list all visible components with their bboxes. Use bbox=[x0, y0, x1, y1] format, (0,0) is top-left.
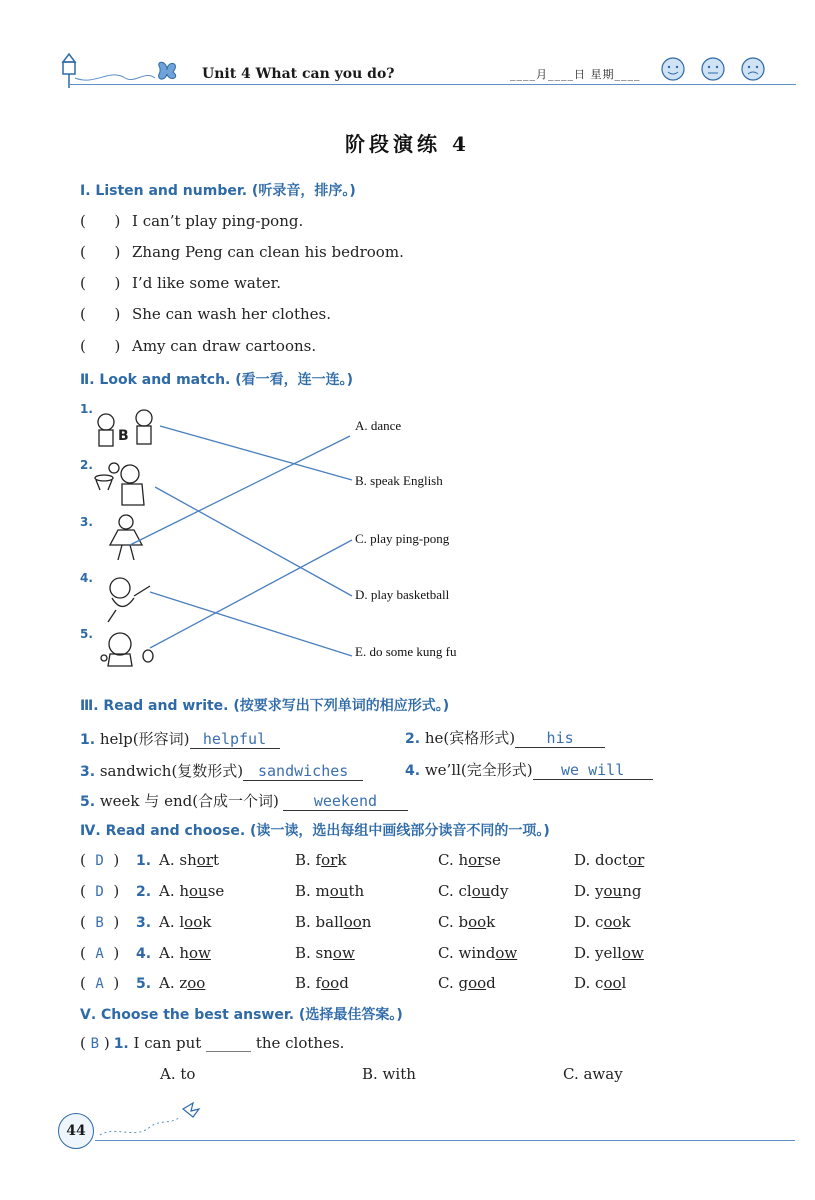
match-option: C. play ping-pong bbox=[355, 531, 450, 546]
choose-row: ( B ) 3. A. look B. balloon C. book D. cook bbox=[80, 913, 631, 931]
section4-heading: Ⅳ. Read and choose. (读一读，选出每组中画线部分读音不同的一项。) bbox=[80, 823, 550, 839]
answer-blank[interactable]: weekend bbox=[283, 792, 408, 811]
option-d[interactable]: D. cool bbox=[574, 974, 627, 992]
section3-heading: Ⅲ. Read and write. (按要求写出下列单词的相应形式。) bbox=[80, 698, 450, 714]
write-question-4 bbox=[405, 759, 653, 780]
question-text: help(形容词) bbox=[99, 730, 190, 748]
match-option: D. play basketball bbox=[355, 587, 450, 602]
question-number: 1. bbox=[80, 732, 96, 748]
answer-letter[interactable]: B bbox=[90, 1036, 100, 1052]
picture-number: 5. bbox=[80, 627, 93, 641]
question-number: 4. bbox=[405, 763, 421, 779]
question-number: 5. bbox=[80, 794, 96, 810]
question-text: we’ll(完全形式) bbox=[424, 761, 533, 779]
option-b[interactable]: B. fork bbox=[295, 851, 347, 869]
option-a[interactable]: A. short bbox=[159, 851, 219, 869]
answer-blank[interactable]: we will bbox=[533, 761, 653, 780]
answer-letter[interactable]: A bbox=[95, 976, 104, 992]
choose-row: ( A ) 5. A. zoo B. food C. good D. cool bbox=[80, 974, 627, 992]
answer-letter[interactable]: D bbox=[95, 884, 104, 900]
listen-item: ( ) Zhang Peng can clean his bedroom. bbox=[80, 243, 404, 261]
page-number: 44 bbox=[66, 1123, 86, 1139]
match-pictures bbox=[92, 400, 162, 670]
question-text: he(宾格形式) bbox=[424, 729, 516, 747]
question-number: 3. bbox=[136, 915, 152, 931]
dance-picture-icon bbox=[110, 515, 142, 560]
listen-item: ( ) I can’t play ping-pong. bbox=[80, 212, 304, 230]
header-rule bbox=[70, 84, 796, 85]
picture-number: 1. bbox=[80, 402, 93, 416]
option-d[interactable]: D. doctor bbox=[574, 851, 645, 869]
unit-title: Unit 4 What can you do? bbox=[202, 66, 395, 82]
answer-letter[interactable]: A bbox=[95, 946, 104, 962]
choice-c[interactable]: C. away bbox=[563, 1065, 623, 1083]
option-d[interactable]: D. yellow bbox=[574, 944, 644, 962]
option-b[interactable]: B. snow bbox=[295, 944, 355, 962]
best-answer-question: ( B ) 1. I can put ______ the clothes. bbox=[80, 1034, 345, 1052]
match-line-5-c bbox=[150, 540, 352, 648]
listen-item-text: Zhang Peng can clean his bedroom. bbox=[132, 243, 404, 261]
kung-fu-picture-icon bbox=[108, 578, 150, 622]
picture-number: 4. bbox=[80, 571, 93, 585]
choose-row: ( A ) 4. A. how B. snow C. window D. yellow bbox=[80, 944, 644, 962]
option-a[interactable]: A. how bbox=[159, 944, 211, 962]
match-line-4-e bbox=[150, 592, 352, 656]
question-text: I can put ______ the clothes. bbox=[133, 1034, 345, 1052]
choose-row: ( D ) 1. A. short B. fork C. horse D. doctor bbox=[80, 851, 645, 869]
question-number: 4. bbox=[136, 946, 152, 962]
option-a[interactable]: A. house bbox=[159, 882, 225, 900]
picture-number: 3. bbox=[80, 515, 93, 529]
speak-english-picture-icon bbox=[98, 410, 152, 446]
option-c[interactable]: C. window bbox=[438, 944, 518, 962]
option-c[interactable]: C. cloudy bbox=[438, 882, 509, 900]
match-line-1-b bbox=[160, 426, 352, 480]
match-line-2-d bbox=[155, 487, 352, 596]
question-number: 1. bbox=[113, 1036, 129, 1052]
option-b[interactable]: B. mouth bbox=[295, 882, 365, 900]
match-option: A. dance bbox=[355, 418, 402, 433]
question-text: sandwich(复数形式) bbox=[99, 762, 244, 780]
listen-item: ( ) She can wash her clothes. bbox=[80, 305, 331, 323]
listen-item-text: I can’t play ping-pong. bbox=[132, 212, 304, 230]
answer-letter[interactable]: B bbox=[95, 915, 104, 931]
header-decoration bbox=[55, 48, 205, 96]
answer-blank[interactable]: sandwiches bbox=[243, 762, 363, 781]
choose-row: ( D ) 2. A. house B. mouth C. cloudy D. young bbox=[80, 882, 642, 900]
choice-b[interactable]: B. with bbox=[362, 1065, 416, 1083]
option-d[interactable]: D. young bbox=[574, 882, 642, 900]
basketball-picture-icon bbox=[95, 463, 144, 505]
option-a[interactable]: A. zoo bbox=[159, 974, 206, 992]
write-question-1 bbox=[80, 728, 280, 749]
question-number: 1. bbox=[136, 853, 152, 869]
svg-text:B: B bbox=[118, 428, 129, 444]
question-text: week 与 end(合成一个词) bbox=[99, 792, 279, 810]
page-number-badge bbox=[58, 1113, 94, 1149]
listen-item: ( ) I’d like some water. bbox=[80, 274, 281, 292]
page-title: 阶段演练 4 bbox=[345, 132, 470, 156]
answer-blank[interactable]: his bbox=[515, 729, 605, 748]
write-question-3 bbox=[80, 760, 363, 781]
option-c[interactable]: C. horse bbox=[438, 851, 501, 869]
question-number: 2. bbox=[136, 884, 152, 900]
picture-number: 2. bbox=[80, 458, 93, 472]
listen-item: ( ) Amy can draw cartoons. bbox=[80, 337, 317, 355]
option-b[interactable]: B. balloon bbox=[295, 913, 372, 931]
footer-rule bbox=[95, 1140, 795, 1141]
option-d[interactable]: D. cook bbox=[574, 913, 631, 931]
listen-item-text: I’d like some water. bbox=[132, 274, 281, 292]
date-field: ____月____日 星期____ bbox=[510, 68, 641, 81]
section1-heading: Ⅰ. Listen and number. (听录音，排序。) bbox=[80, 183, 356, 199]
footer-bird-icon bbox=[95, 1095, 215, 1145]
question-number: 2. bbox=[405, 731, 421, 747]
option-c[interactable]: C. book bbox=[438, 913, 496, 931]
write-question-2 bbox=[405, 727, 605, 748]
answer-letter[interactable]: D bbox=[95, 853, 104, 869]
listen-item-text: Amy can draw cartoons. bbox=[132, 337, 317, 355]
listen-item-text: She can wash her clothes. bbox=[132, 305, 331, 323]
match-option: B. speak English bbox=[355, 473, 443, 488]
lamp-butterfly-icon bbox=[55, 48, 205, 92]
section2-heading: Ⅱ. Look and match. (看一看，连一连。) bbox=[80, 372, 354, 388]
question-number: 5. bbox=[136, 976, 152, 992]
write-question-5 bbox=[80, 790, 408, 811]
answer-blank[interactable]: helpful bbox=[190, 730, 280, 749]
ping-pong-picture-icon bbox=[101, 633, 153, 666]
option-a[interactable]: A. look bbox=[159, 913, 212, 931]
section5-heading: Ⅴ. Choose the best answer. (选择最佳答案。) bbox=[80, 1007, 403, 1023]
question-number: 3. bbox=[80, 764, 96, 780]
match-line-3-a bbox=[130, 436, 350, 545]
option-c[interactable]: C. good bbox=[438, 974, 496, 992]
match-option: E. do some kung fu bbox=[355, 644, 457, 659]
choice-a[interactable]: A. to bbox=[160, 1065, 196, 1083]
option-b[interactable]: B. food bbox=[295, 974, 349, 992]
